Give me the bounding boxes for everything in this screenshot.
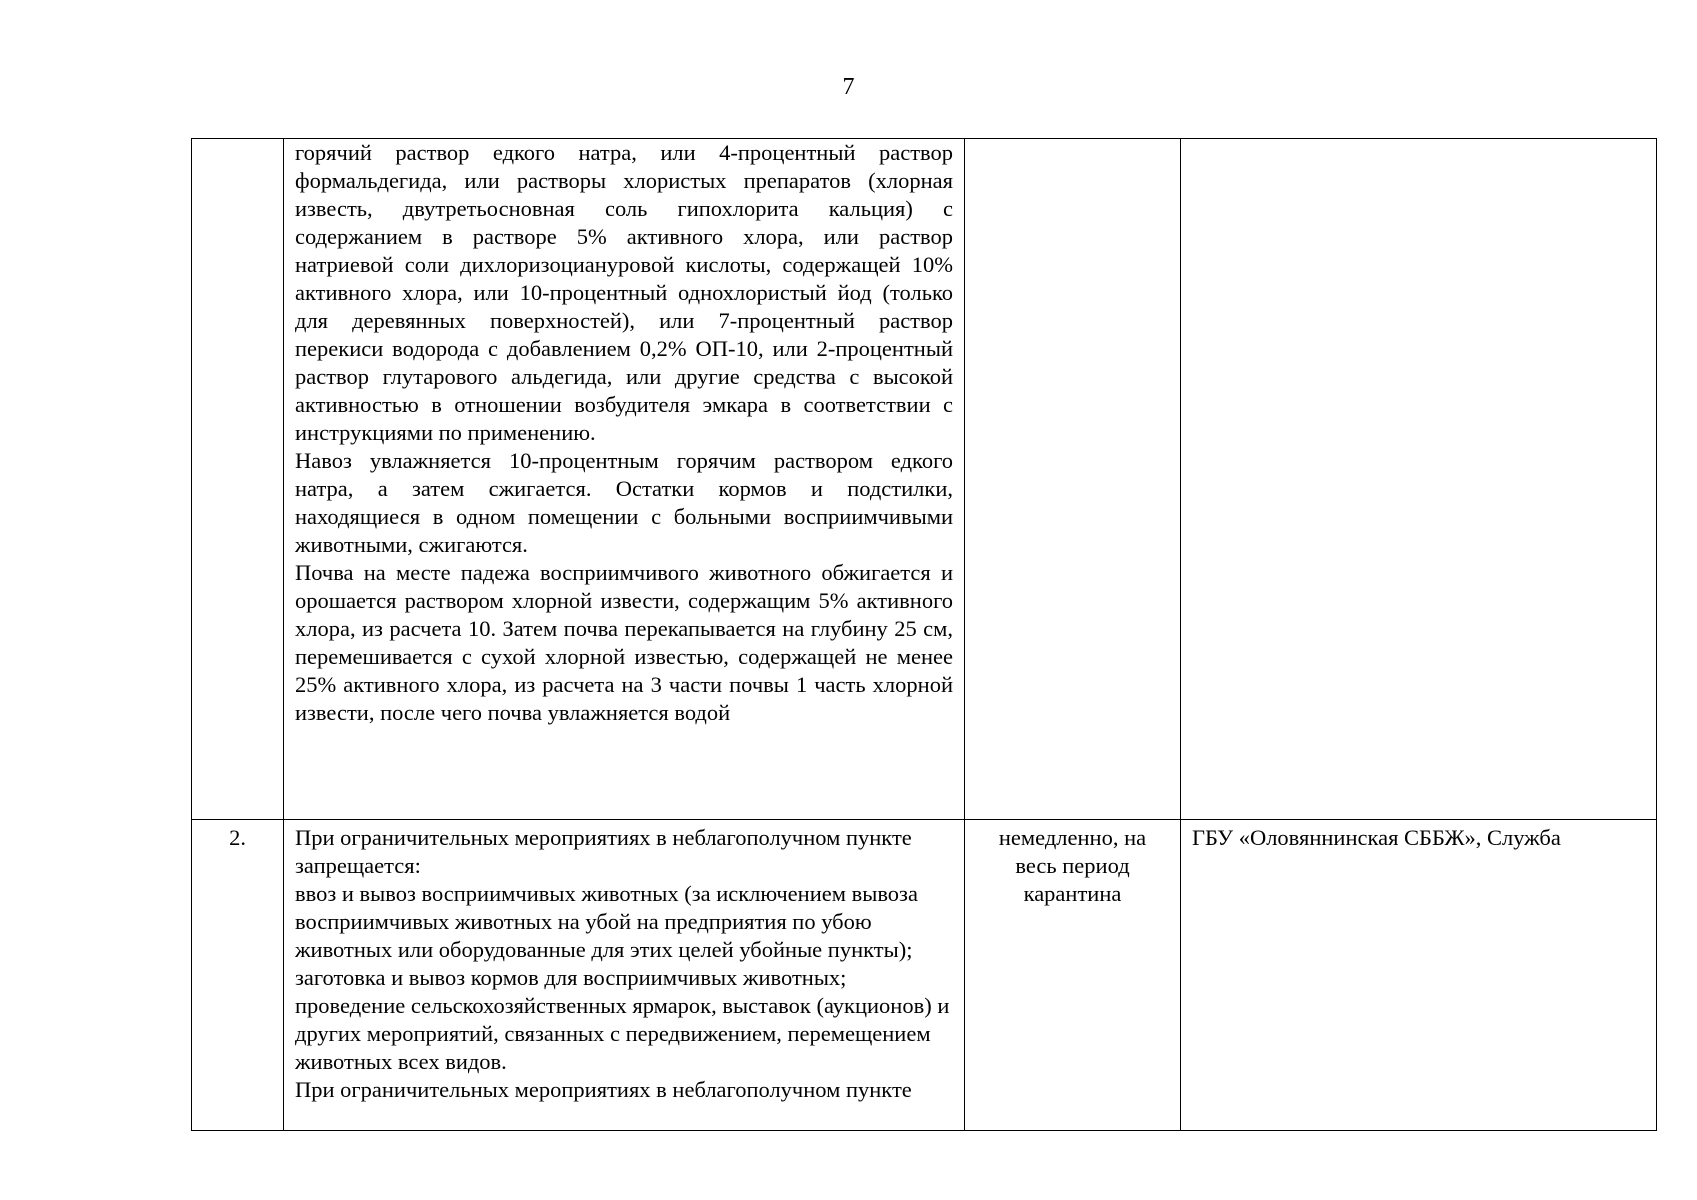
table-row	[192, 139, 1657, 820]
responsible-cell	[1181, 139, 1657, 820]
term-cell	[965, 139, 1181, 820]
measure-paragraph: проведение сельскохозяйственных ярмарок, выставок (аукционов) и других мероприятий, связанных с передвижением, перемещением животных всех видов.	[295, 993, 950, 1074]
measure-paragraph: ввоз и вывоз восприимчивых животных (за исключением вывоза восприимчивых животных на убой на предприятия по убою животных или оборудованные для этих целей убойные пункты);	[295, 881, 918, 962]
table-row	[192, 820, 1657, 1131]
row-number-cell: 2.	[192, 820, 284, 1131]
measures-table	[191, 138, 1657, 1131]
page-number: 7	[842, 74, 855, 100]
measure-text-cell	[284, 820, 965, 1131]
term-cell: немедленно, на весь период карантина	[965, 820, 1181, 1131]
measure-paragraph: Почва на месте падежа восприимчивого животного обжигается и орошается раствором хлорной извести, содержащим 5% активного хлора, из расчета 10. Затем почва перекапывается на глубину 25 см, перемешивается с сухой хлорной известью, содержащей не менее 25% активного хлора, из расчета на 3 части почвы 1 часть хлорной извести, после чего почва увлажняется водой	[295, 560, 953, 725]
measure-text-cell	[284, 139, 965, 820]
measure-paragraph: Навоз увлажняется 10-процентным горячим раствором едкого натра, а затем сжигается. Остатки кормов и подстилки, находящиеся в одном помещении с больными восприимчивыми животными, сжигаются.	[295, 448, 953, 557]
measure-paragraph: При ограничительных мероприятиях в неблагополучном пункте	[295, 1077, 912, 1102]
responsible-cell: ГБУ «Оловяннинская СББЖ», Служба	[1181, 820, 1657, 1131]
measure-paragraph: При ограничительных мероприятиях в неблагополучном пункте запрещается:	[295, 825, 912, 878]
measure-paragraph: горячий раствор едкого натра, или 4-процентный раствор формальдегида, или растворы хлористых препаратов (хлорная известь, двутретьосновная соль гипохлорита кальция) с содержанием в растворе 5% активного хлора, или раствор натриевой соли дихлоризоциануровой кислоты, содержащей 10% активного хлора, или 10-процентный однохлористый йод (только для деревянных поверхностей), или 7-процентный раствор перекиси водорода с добавлением 0,2% ОП-10, или 2-процентный раствор глутарового альдегида, или другие средства с высокой активностью в отношении возбудителя эмкара в соответствии с инструкциями по применению.	[295, 140, 953, 445]
row-number-cell	[192, 139, 284, 820]
measure-paragraph: заготовка и вывоз кормов для восприимчивых животных;	[295, 965, 847, 990]
